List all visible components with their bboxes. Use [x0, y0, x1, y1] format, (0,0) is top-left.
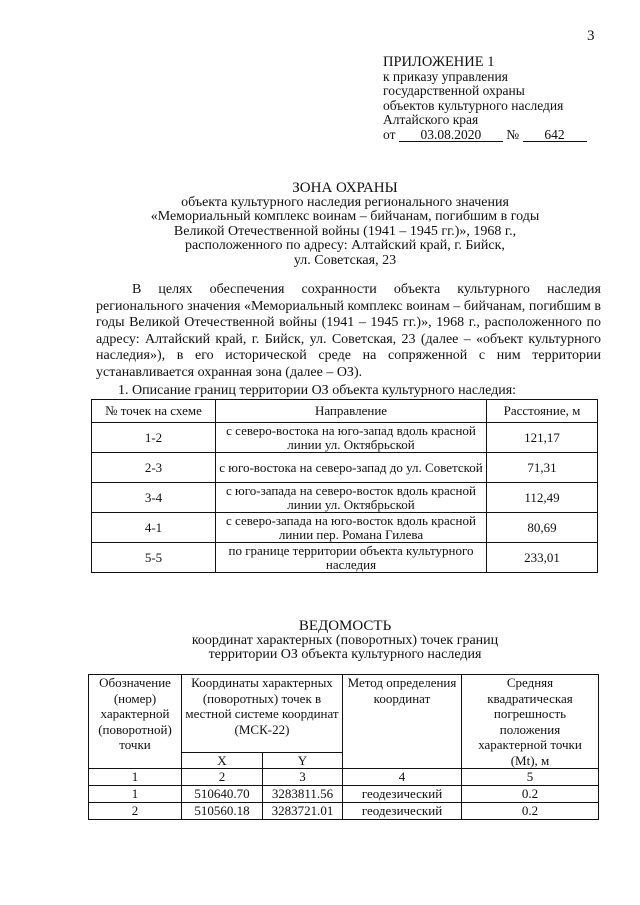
column-number: 1 [89, 769, 182, 786]
cell-error: 0.2 [462, 786, 599, 803]
cell-method: геодезический [343, 803, 462, 820]
appendix-title: ПРИЛОЖЕНИЕ 1 [383, 54, 495, 70]
appendix-line: государственной охраны [383, 83, 525, 98]
cell-method: геодезический [343, 786, 462, 803]
intro-text: В целях обеспечения сохранности объекта культурного наследия регионального значения «Мемориальный комплекс воинам – бийчанам, погибшим в годы Великой Отечественной войны (1941 – 1945 гг.)», 1968 г., расположенного по адресу: Алтайский край, г. Бийск, ул. Советская, 23 (далее – «объект культурного наследия»), в его исторической среде на сопряженной с ним территории устанавливается охранная зона (далее – ОЗ). [96, 282, 601, 380]
table-row [92, 483, 598, 513]
column-number: 3 [263, 769, 343, 786]
cell-points: 4-1 [92, 513, 216, 543]
zone-heading [90, 181, 600, 268]
cell-direction: с северо-запада на юго-восток вдоль красной линии пер. Романа Гилева [216, 513, 487, 543]
appendix-header [383, 55, 587, 142]
cell-points: 1-2 [92, 423, 216, 453]
table-row [92, 423, 598, 453]
header-y: Y [263, 752, 343, 769]
table-row [89, 803, 599, 820]
header-point: Обозначение (номер) характерной (поворотной) точки [89, 675, 182, 769]
header-method: Метод определения координат [343, 675, 462, 769]
zone-line: ул. Советская, 23 [293, 252, 397, 268]
cell-distance: 80,69 [487, 513, 598, 543]
cell-direction: с северо-востока на юго-запад вдоль красной линии ул. Октябрьской [216, 423, 487, 453]
number-label: № [506, 126, 520, 142]
cell-y: 3283811.56 [263, 786, 343, 803]
column-number: 4 [343, 769, 462, 786]
cell-distance: 121,17 [487, 423, 598, 453]
table-row [92, 513, 598, 543]
column-number: 5 [462, 769, 599, 786]
vedomost-title: ВЕДОМОСТЬ [298, 618, 392, 634]
header-points: № точек на схеме [92, 400, 216, 423]
cell-points: 3-4 [92, 483, 216, 513]
zone-line: объекта культурного наследия регионального значения [181, 194, 509, 210]
table-row [89, 786, 599, 803]
boundaries-caption: 1. Описание границ территории ОЗ объекта культурного наследия: [118, 383, 517, 398]
zone-line: расположенного по адресу: Алтайский край, г. Бийск, [185, 238, 505, 253]
intro-paragraph [96, 282, 601, 381]
cell-distance: 233,01 [487, 543, 598, 573]
cell-distance: 112,49 [487, 483, 598, 513]
vedomost-line: территории ОЗ объекта культурного наследия [208, 647, 482, 662]
vedomost-line: координат характерных (поворотных) точек границ [191, 632, 499, 648]
zone-line: Великой Отечественной войны (1941 – 1945 гг.)», 1968 г., [173, 223, 517, 239]
boundaries-table [91, 399, 598, 573]
order-number: 642 [523, 128, 587, 142]
cell-direction: по границе территории объекта культурного наследия [216, 543, 487, 573]
table-row [92, 453, 598, 483]
cell-x: 510560.18 [182, 803, 263, 820]
zone-title: ЗОНА ОХРАНЫ [292, 180, 398, 196]
zone-line: «Мемориальный комплекс воинам – бийчанам, погибшим в годы [150, 209, 540, 224]
column-number: 2 [182, 769, 263, 786]
appendix-line: объектов культурного наследия [383, 97, 564, 113]
cell-points: 5-5 [92, 543, 216, 573]
from-label: от [383, 126, 396, 142]
cell-distance: 71,31 [487, 453, 598, 483]
header-error: Средняя квадратическая погрешность положения характерной точки (Mt), м [462, 675, 599, 769]
header-x: X [182, 752, 263, 769]
page-number: 3 [587, 28, 595, 44]
cell-direction: с юго-востока на северо-запад до ул. Советской [216, 453, 487, 483]
table-header-row [92, 400, 598, 423]
header-coordinates: Координаты характерных (поворотных) точек в местной системе координат (МСК-22) [182, 675, 343, 753]
cell-point: 2 [89, 803, 182, 820]
coordinates-table [88, 674, 599, 820]
table-header-row [89, 675, 599, 753]
cell-point: 1 [89, 786, 182, 803]
cell-points: 2-3 [92, 453, 216, 483]
cell-error: 0.2 [462, 803, 599, 820]
cell-x: 510640.70 [182, 786, 263, 803]
header-direction: Направление [216, 400, 487, 423]
cell-y: 3283721.01 [263, 803, 343, 820]
column-number-row [89, 769, 599, 786]
appendix-date-line [383, 128, 587, 143]
header-distance: Расстояние, м [487, 400, 598, 423]
appendix-line: к приказу управления [383, 68, 508, 84]
table-row [92, 543, 598, 573]
vedomost-heading [90, 619, 600, 663]
cell-direction: с юго-запада на северо-восток вдоль красной линии ул. Октябрьской [216, 483, 487, 513]
appendix-line: Алтайского края [383, 112, 479, 127]
order-date: 03.08.2020 [399, 128, 503, 142]
